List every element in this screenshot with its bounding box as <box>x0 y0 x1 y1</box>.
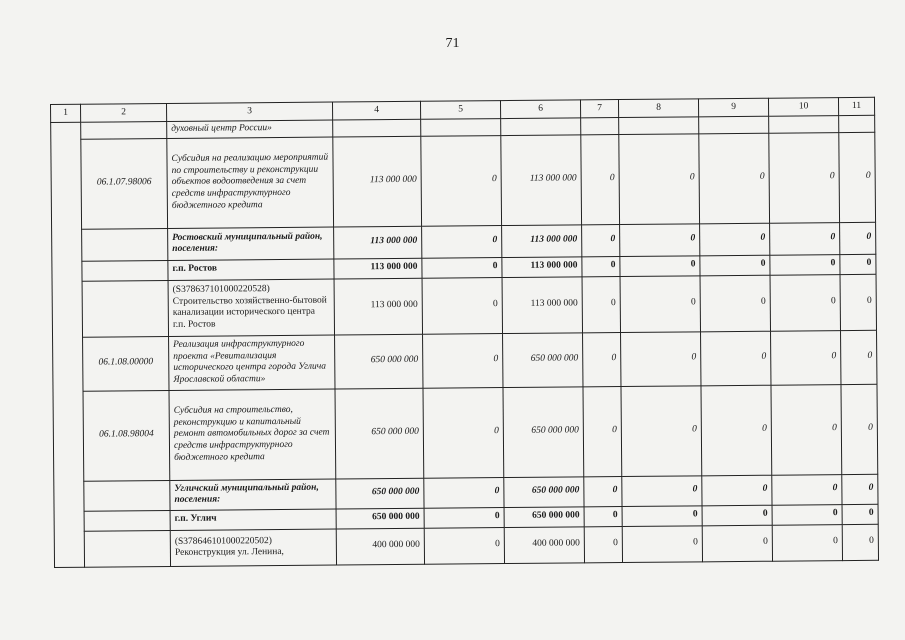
table-row <box>52 274 876 337</box>
amount-cell: 0 <box>622 506 702 527</box>
amount-cell: 0 <box>770 254 840 275</box>
amount-cell <box>769 116 839 133</box>
amount-cell: 0 <box>424 527 504 564</box>
amount-cell: 113 000 000 <box>502 277 582 334</box>
amount-cell: 0 <box>584 526 622 562</box>
name-cell: (S378646101000220502) Реконструкция ул. Ленина, <box>170 529 336 566</box>
amount-cell: 0 <box>423 333 503 388</box>
amount-cell: 400 000 000 <box>504 527 584 564</box>
name-cell: духовный центр России» <box>167 120 333 138</box>
amount-cell: 0 <box>621 332 701 387</box>
amount-cell: 0 <box>772 474 842 505</box>
col-header: 5 <box>420 101 500 120</box>
amount-cell: 0 <box>424 477 504 508</box>
name-cell: Субсидия на реализацию мероприятий по строительству и реконструкции объектов водоотведения за счет средств инфраструктурного бюджетного кредита <box>167 137 334 228</box>
amount-cell: 0 <box>424 507 504 528</box>
name-cell: Реализация инфраструктурного проекта «Ревитализация исторического центра города Углича Ярославской области» <box>169 335 335 390</box>
name-cell: г.п. Углич <box>170 509 336 530</box>
amount-cell: 0 <box>840 254 876 274</box>
col1-merged-cell <box>51 122 85 567</box>
code-cell <box>84 530 170 567</box>
page-number: 71 <box>445 36 460 51</box>
name-cell: (S378637101000220528) Строительство хозяйственно-бытовой канализации исторического центра г.п. Ростов <box>168 279 334 336</box>
table-row <box>53 384 878 481</box>
col-header: 6 <box>500 100 580 119</box>
amount-cell: 0 <box>702 525 772 562</box>
col-header: 4 <box>332 101 420 120</box>
amount-cell: 650 000 000 <box>335 388 424 479</box>
code-cell <box>81 121 167 139</box>
amount-cell: 0 <box>582 276 620 332</box>
amount-cell: 113 000 000 <box>502 257 582 278</box>
col-header: 3 <box>166 102 332 121</box>
amount-cell: 0 <box>840 222 876 254</box>
amount-cell: 0 <box>620 276 700 333</box>
amount-cell: 113 000 000 <box>334 258 422 279</box>
amount-cell <box>581 118 619 135</box>
table-row <box>53 330 877 391</box>
amount-cell <box>619 117 699 135</box>
amount-cell: 0 <box>770 222 840 255</box>
code-cell <box>84 480 170 511</box>
amount-cell: 0 <box>842 524 878 560</box>
amount-cell: 0 <box>620 224 700 257</box>
name-cell: Субсидия на строительство, реконструкцию и капитальный ремонт автомобильных дорог за счет средств инфраструктурного бюджетного кредита <box>169 389 336 480</box>
amount-cell: 650 000 000 <box>336 478 424 509</box>
col-header: 7 <box>580 100 618 118</box>
amount-cell: 0 <box>581 134 620 224</box>
amount-cell: 0 <box>584 506 622 526</box>
amount-cell: 650 000 000 <box>504 477 584 508</box>
name-cell: Ростовский муниципальный район, поселения: <box>168 227 334 260</box>
amount-cell: 0 <box>421 135 502 226</box>
amount-cell: 0 <box>699 133 770 224</box>
amount-cell: 0 <box>842 504 878 524</box>
code-cell: 06.1.07.98006 <box>81 138 168 229</box>
table-row <box>51 132 876 229</box>
amount-cell: 0 <box>772 504 842 525</box>
amount-cell: 0 <box>583 332 621 386</box>
amount-cell: 650 000 000 <box>335 334 423 389</box>
amount-cell: 650 000 000 <box>503 333 583 388</box>
amount-cell: 0 <box>622 526 702 563</box>
code-cell: 06.1.08.00000 <box>83 336 169 391</box>
col-header: 8 <box>618 99 698 118</box>
code-cell <box>82 228 168 261</box>
amount-cell: 0 <box>770 274 840 331</box>
amount-cell: 0 <box>582 224 620 256</box>
amount-cell: 0 <box>584 476 622 506</box>
amount-cell: 0 <box>840 274 876 330</box>
amount-cell: 0 <box>771 330 841 385</box>
amount-cell: 0 <box>422 277 502 334</box>
amount-cell: 0 <box>423 387 504 478</box>
amount-cell: 0 <box>841 330 877 384</box>
amount-cell: 650 000 000 <box>504 507 584 528</box>
amount-cell: 0 <box>769 132 840 223</box>
amount-cell: 0 <box>700 255 770 276</box>
code-cell <box>82 280 168 337</box>
amount-cell: 0 <box>620 256 700 277</box>
budget-table-wrapper <box>50 97 879 568</box>
amount-cell <box>501 118 581 136</box>
amount-cell <box>333 119 421 137</box>
amount-cell: 0 <box>841 384 878 474</box>
amount-cell: 0 <box>702 475 772 506</box>
code-cell: 06.1.08.98004 <box>83 390 170 481</box>
amount-cell <box>699 116 769 133</box>
name-cell: Угличский муниципальный район, поселения: <box>170 479 336 510</box>
budget-table <box>50 97 879 568</box>
col-header: 10 <box>768 98 838 117</box>
amount-cell: 0 <box>700 223 770 256</box>
amount-cell <box>839 115 875 132</box>
amount-cell: 0 <box>422 225 502 258</box>
name-cell: г.п. Ростов <box>168 259 334 280</box>
code-cell <box>84 510 170 531</box>
amount-cell: 113 000 000 <box>334 226 422 259</box>
amount-cell: 0 <box>839 132 876 222</box>
amount-cell: 113 000 000 <box>502 225 582 258</box>
amount-cell: 113 000 000 <box>333 136 422 227</box>
amount-cell: 113 000 000 <box>501 135 582 226</box>
amount-cell: 0 <box>622 476 702 507</box>
amount-cell: 0 <box>700 275 770 332</box>
amount-cell: 0 <box>619 134 700 225</box>
col-header: 11 <box>838 97 874 115</box>
amount-cell: 0 <box>701 385 772 476</box>
amount-cell: 0 <box>582 256 620 276</box>
amount-cell <box>421 119 501 137</box>
col-header: 2 <box>81 103 167 122</box>
amount-cell: 0 <box>701 331 771 386</box>
amount-cell: 650 000 000 <box>336 508 424 529</box>
amount-cell: 650 000 000 <box>503 387 584 478</box>
amount-cell: 0 <box>772 524 842 561</box>
col-header: 1 <box>51 104 81 122</box>
amount-cell: 0 <box>771 384 842 475</box>
amount-cell: 0 <box>621 386 702 477</box>
amount-cell: 0 <box>842 474 878 504</box>
col-header: 9 <box>698 98 768 117</box>
table-row <box>54 524 878 567</box>
amount-cell: 0 <box>583 386 622 476</box>
amount-cell: 0 <box>422 257 502 278</box>
amount-cell: 113 000 000 <box>334 278 422 335</box>
amount-cell: 400 000 000 <box>336 528 424 565</box>
code-cell <box>82 260 168 281</box>
amount-cell: 0 <box>702 505 772 526</box>
